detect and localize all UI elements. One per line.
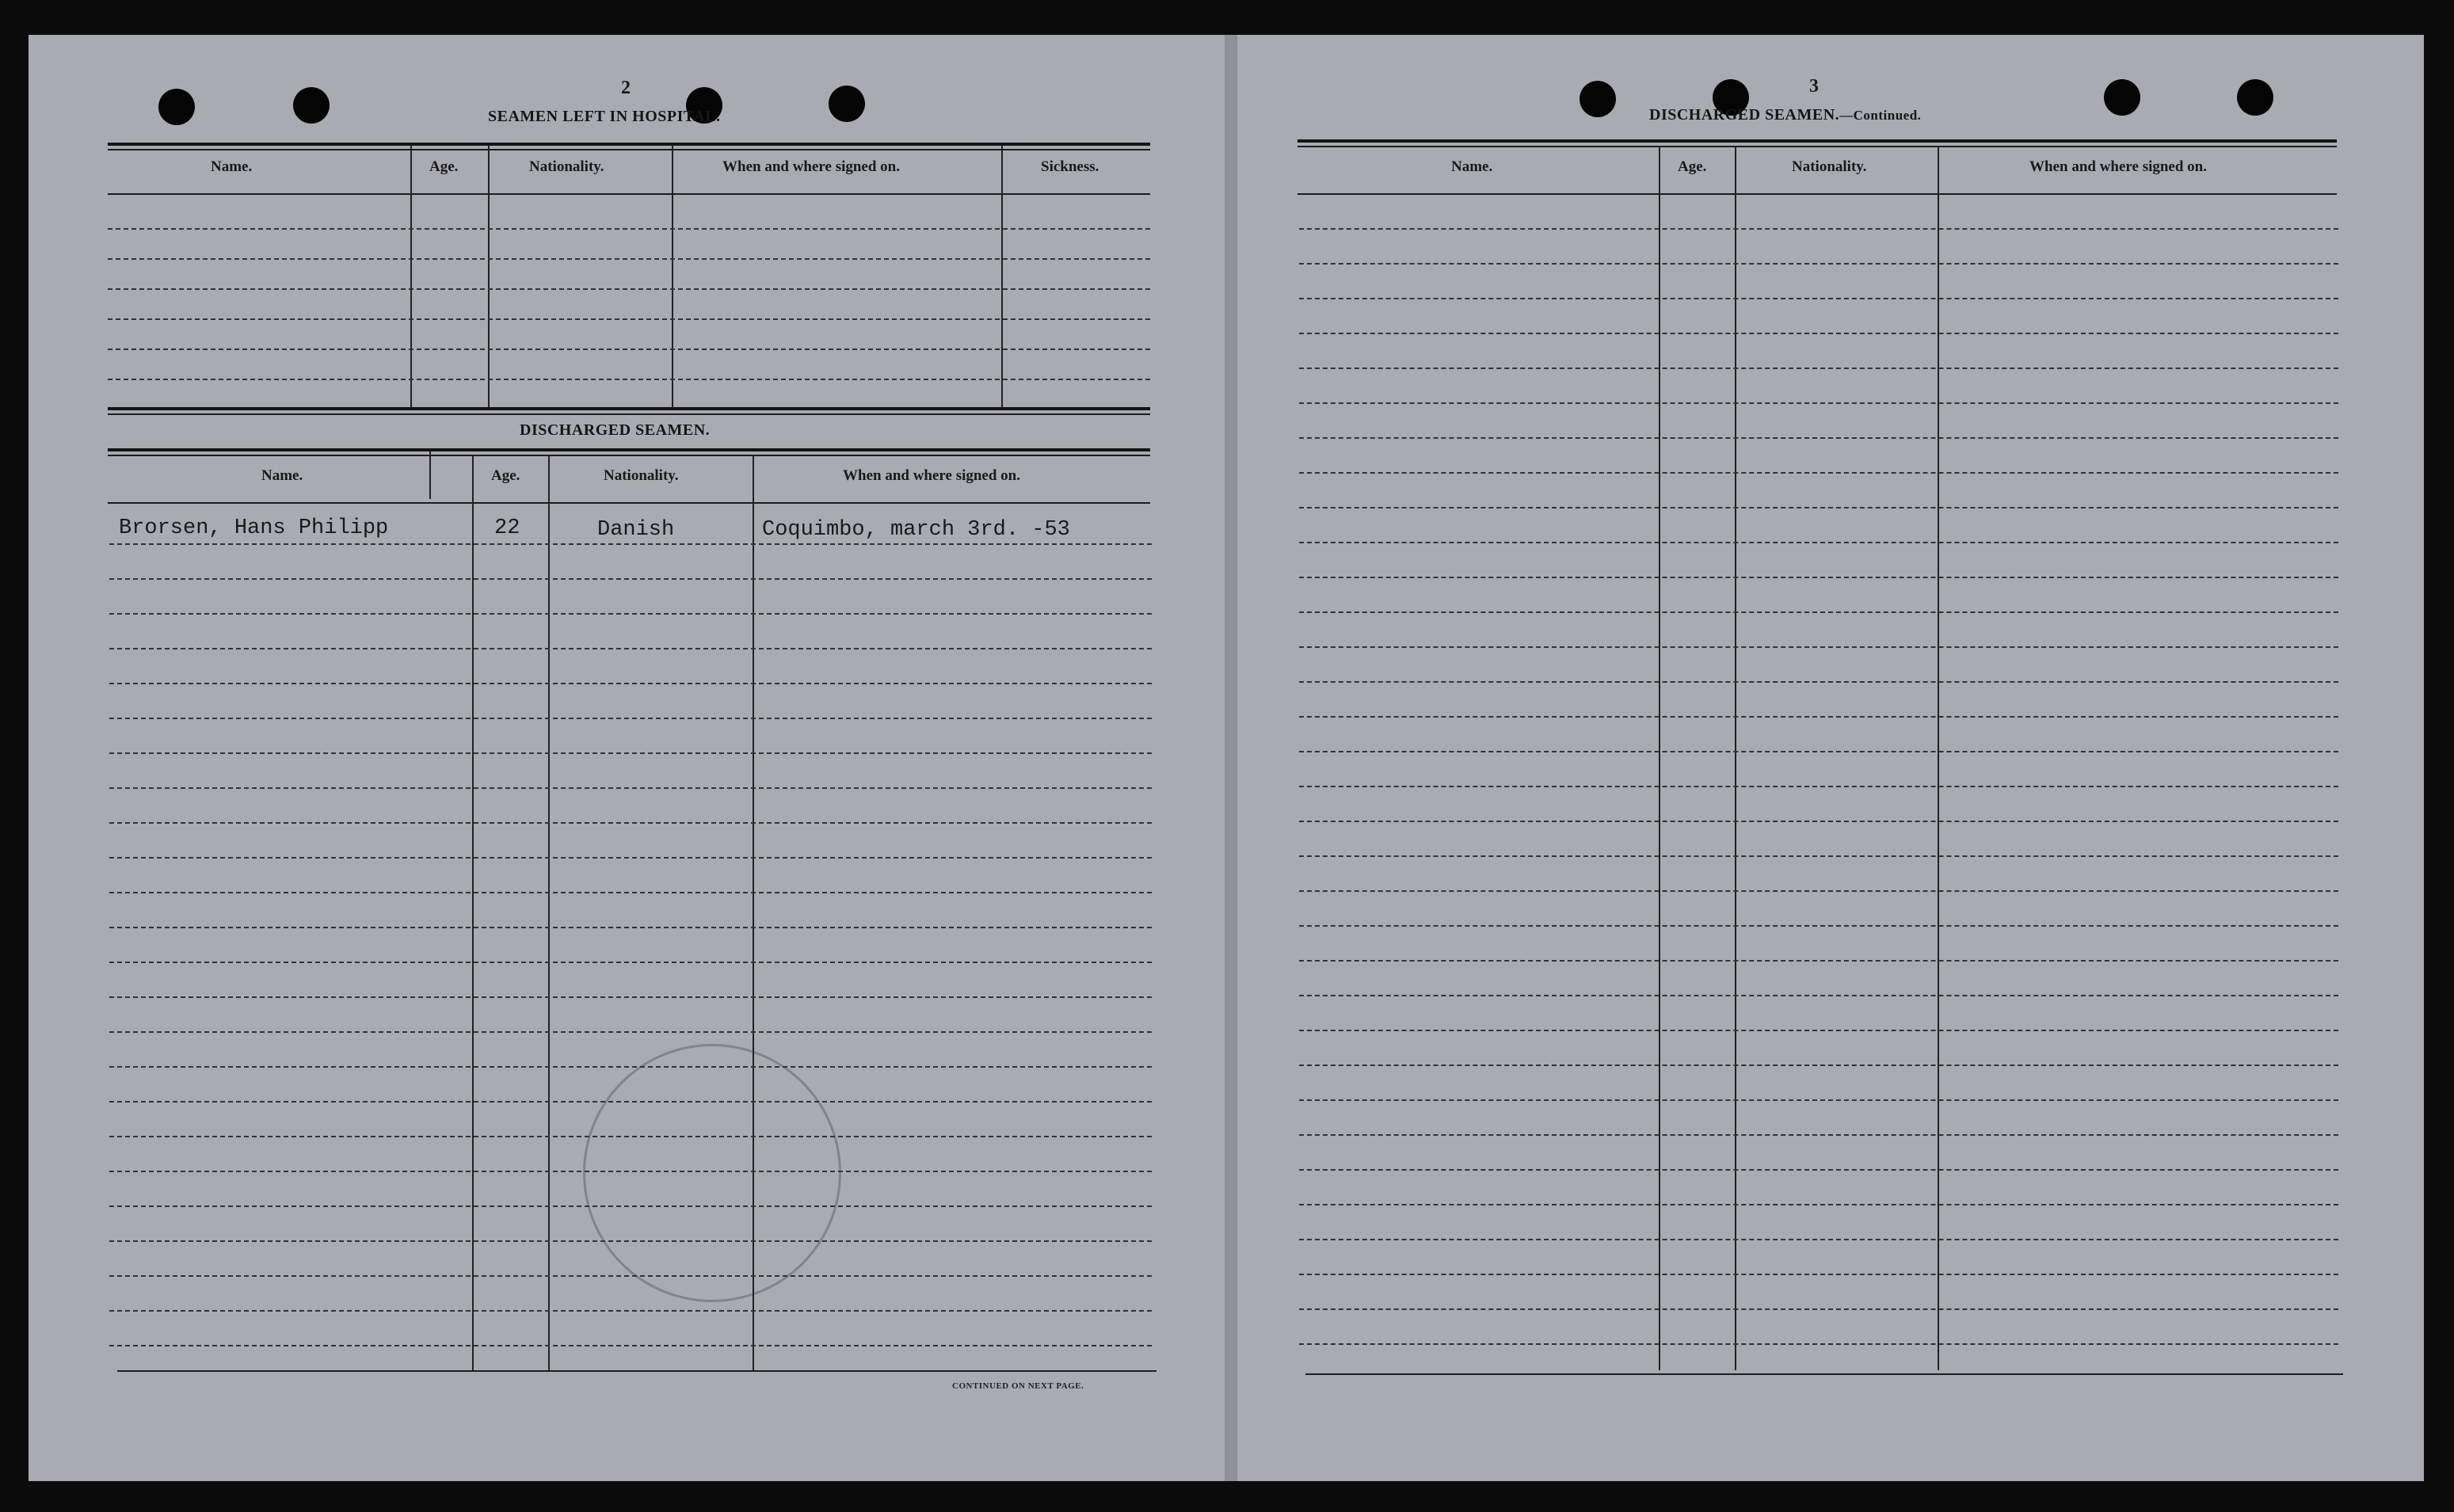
right-page [1237, 35, 2424, 1481]
ruled-line [109, 718, 1152, 719]
ruled-line [108, 258, 1150, 260]
discharged-table-top-rule-2 [108, 455, 1150, 456]
ruled-line [109, 648, 1152, 649]
discharged-col-name: Name. [261, 467, 303, 484]
ruled-line [1299, 507, 2338, 508]
ruled-line [1299, 716, 2338, 718]
ruled-line [1299, 960, 2338, 962]
ruled-line [1299, 333, 2338, 334]
right-col-nationality: Nationality. [1792, 158, 1867, 175]
right-col-signed-on: When and where signed on. [2029, 158, 2208, 175]
ruled-line [109, 1275, 1152, 1277]
hospital-table-bottom-rule-2 [108, 413, 1150, 415]
hospital-col-sickness: Sickness. [1041, 158, 1099, 175]
right-col-name: Name. [1451, 158, 1493, 175]
ruled-line [1299, 577, 2338, 578]
discharged-col-divider [472, 455, 474, 1370]
ruled-line [109, 787, 1152, 789]
discharged-section-title: DISCHARGED SEAMEN. [520, 421, 711, 439]
discharged-entry-signed-on: Coquimbo, march 3rd. -53 [762, 518, 1070, 542]
ruled-line [108, 318, 1150, 320]
right-col-divider [1938, 146, 1939, 1370]
page-number-right: 3 [1809, 76, 1819, 97]
right-col-divider [1735, 146, 1736, 1370]
right-table-top-rule [1297, 139, 2337, 143]
ruled-line [1299, 1169, 2338, 1171]
ruled-line [109, 683, 1152, 684]
right-section-title [1649, 106, 1921, 124]
ruled-line [1299, 1274, 2338, 1275]
ruled-line [1299, 1343, 2338, 1345]
ruled-line [108, 379, 1150, 380]
ruled-line [109, 892, 1152, 893]
ruled-line [108, 228, 1150, 230]
hospital-table-top-rule-2 [108, 149, 1150, 150]
hospital-table-top-rule [108, 143, 1150, 146]
continued-note: CONTINUED ON NEXT PAGE. [952, 1381, 1084, 1391]
ruled-line [1299, 855, 2338, 857]
ruled-line [109, 1031, 1152, 1033]
ruled-line [109, 822, 1152, 824]
ruled-line [1299, 890, 2338, 892]
ruled-line [109, 927, 1152, 928]
ruled-line [108, 348, 1150, 350]
ruled-line [1299, 437, 2338, 439]
ruled-line [1299, 681, 2338, 683]
ruled-line [1299, 298, 2338, 299]
right-section-title-main: DISCHARGED SEAMEN. [1649, 106, 1840, 124]
punch-hole [293, 87, 330, 124]
hospital-header-rule [108, 193, 1150, 195]
ruled-line [109, 1310, 1152, 1312]
ruled-line [109, 1345, 1152, 1346]
ruled-line [1299, 821, 2338, 822]
punch-hole [2104, 79, 2140, 116]
ruled-line [109, 613, 1152, 615]
ruled-line [1299, 1064, 2338, 1066]
hospital-col-signed-on: When and where signed on. [722, 158, 901, 175]
punch-hole [2237, 79, 2273, 116]
ruled-line [1299, 925, 2338, 927]
right-col-divider [1659, 146, 1660, 1370]
ruled-line [1299, 368, 2338, 369]
discharged-entry-nationality: Danish [597, 518, 675, 542]
ruled-line [1299, 1030, 2338, 1031]
hospital-col-name: Name. [211, 158, 253, 175]
ruled-line [1299, 1239, 2338, 1240]
right-section-title-suffix: —Continued. [1839, 108, 1922, 123]
ruled-line [1299, 1308, 2338, 1310]
punch-hole [158, 89, 195, 125]
ruled-line [1299, 995, 2338, 996]
ruled-line [109, 752, 1152, 754]
hospital-col-divider [410, 146, 412, 407]
right-header-rule [1297, 193, 2337, 195]
discharged-table-bottom-rule [117, 1370, 1157, 1372]
ruled-line [109, 543, 1152, 545]
ruled-line [108, 288, 1150, 290]
ruled-line [1299, 646, 2338, 648]
discharged-col-nationality: Nationality. [604, 467, 679, 484]
hospital-col-age: Age. [429, 158, 459, 175]
right-table-top-rule-2 [1297, 146, 2337, 147]
ruled-line [109, 578, 1152, 580]
ruled-line [1299, 786, 2338, 787]
discharged-col-divider [548, 455, 550, 1370]
right-table-bottom-rule [1305, 1373, 2343, 1375]
ruled-line [1299, 1134, 2338, 1136]
discharged-header-rule [108, 502, 1150, 504]
discharged-table-top-rule [108, 448, 1150, 451]
ruled-line [109, 857, 1152, 859]
discharged-entry-age: 22 [494, 516, 520, 540]
right-col-age: Age. [1678, 158, 1707, 175]
punch-hole [1579, 81, 1616, 117]
page-spine [1225, 35, 1237, 1481]
hospital-col-divider [672, 146, 673, 407]
ruled-line [1299, 751, 2338, 752]
hospital-col-nationality: Nationality. [529, 158, 604, 175]
hospital-col-divider [488, 146, 490, 407]
ruled-line [1299, 472, 2338, 474]
discharged-entry-name: Brorsen, Hans Philipp [119, 516, 389, 540]
ruled-line [109, 1066, 1152, 1068]
discharged-col-age: Age. [491, 467, 520, 484]
ruled-line [1299, 1204, 2338, 1205]
hospital-col-divider [1001, 146, 1003, 407]
ruled-line [1299, 542, 2338, 543]
ruled-line [1299, 402, 2338, 404]
page-number-left: 2 [621, 78, 631, 98]
discharged-col-signed-on: When and where signed on. [843, 467, 1021, 484]
discharged-col-divider [429, 451, 431, 499]
ruled-line [1299, 611, 2338, 613]
ruled-line [109, 996, 1152, 998]
ruled-line [1299, 1099, 2338, 1101]
hospital-section-title: SEAMEN LEFT IN HOSPITAL. [488, 108, 721, 125]
faded-stamp [583, 1044, 841, 1302]
punch-hole [829, 86, 865, 122]
hospital-table-bottom-rule [108, 407, 1150, 410]
ruled-line [1299, 263, 2338, 265]
ruled-line [109, 962, 1152, 963]
ruled-line [1299, 228, 2338, 230]
